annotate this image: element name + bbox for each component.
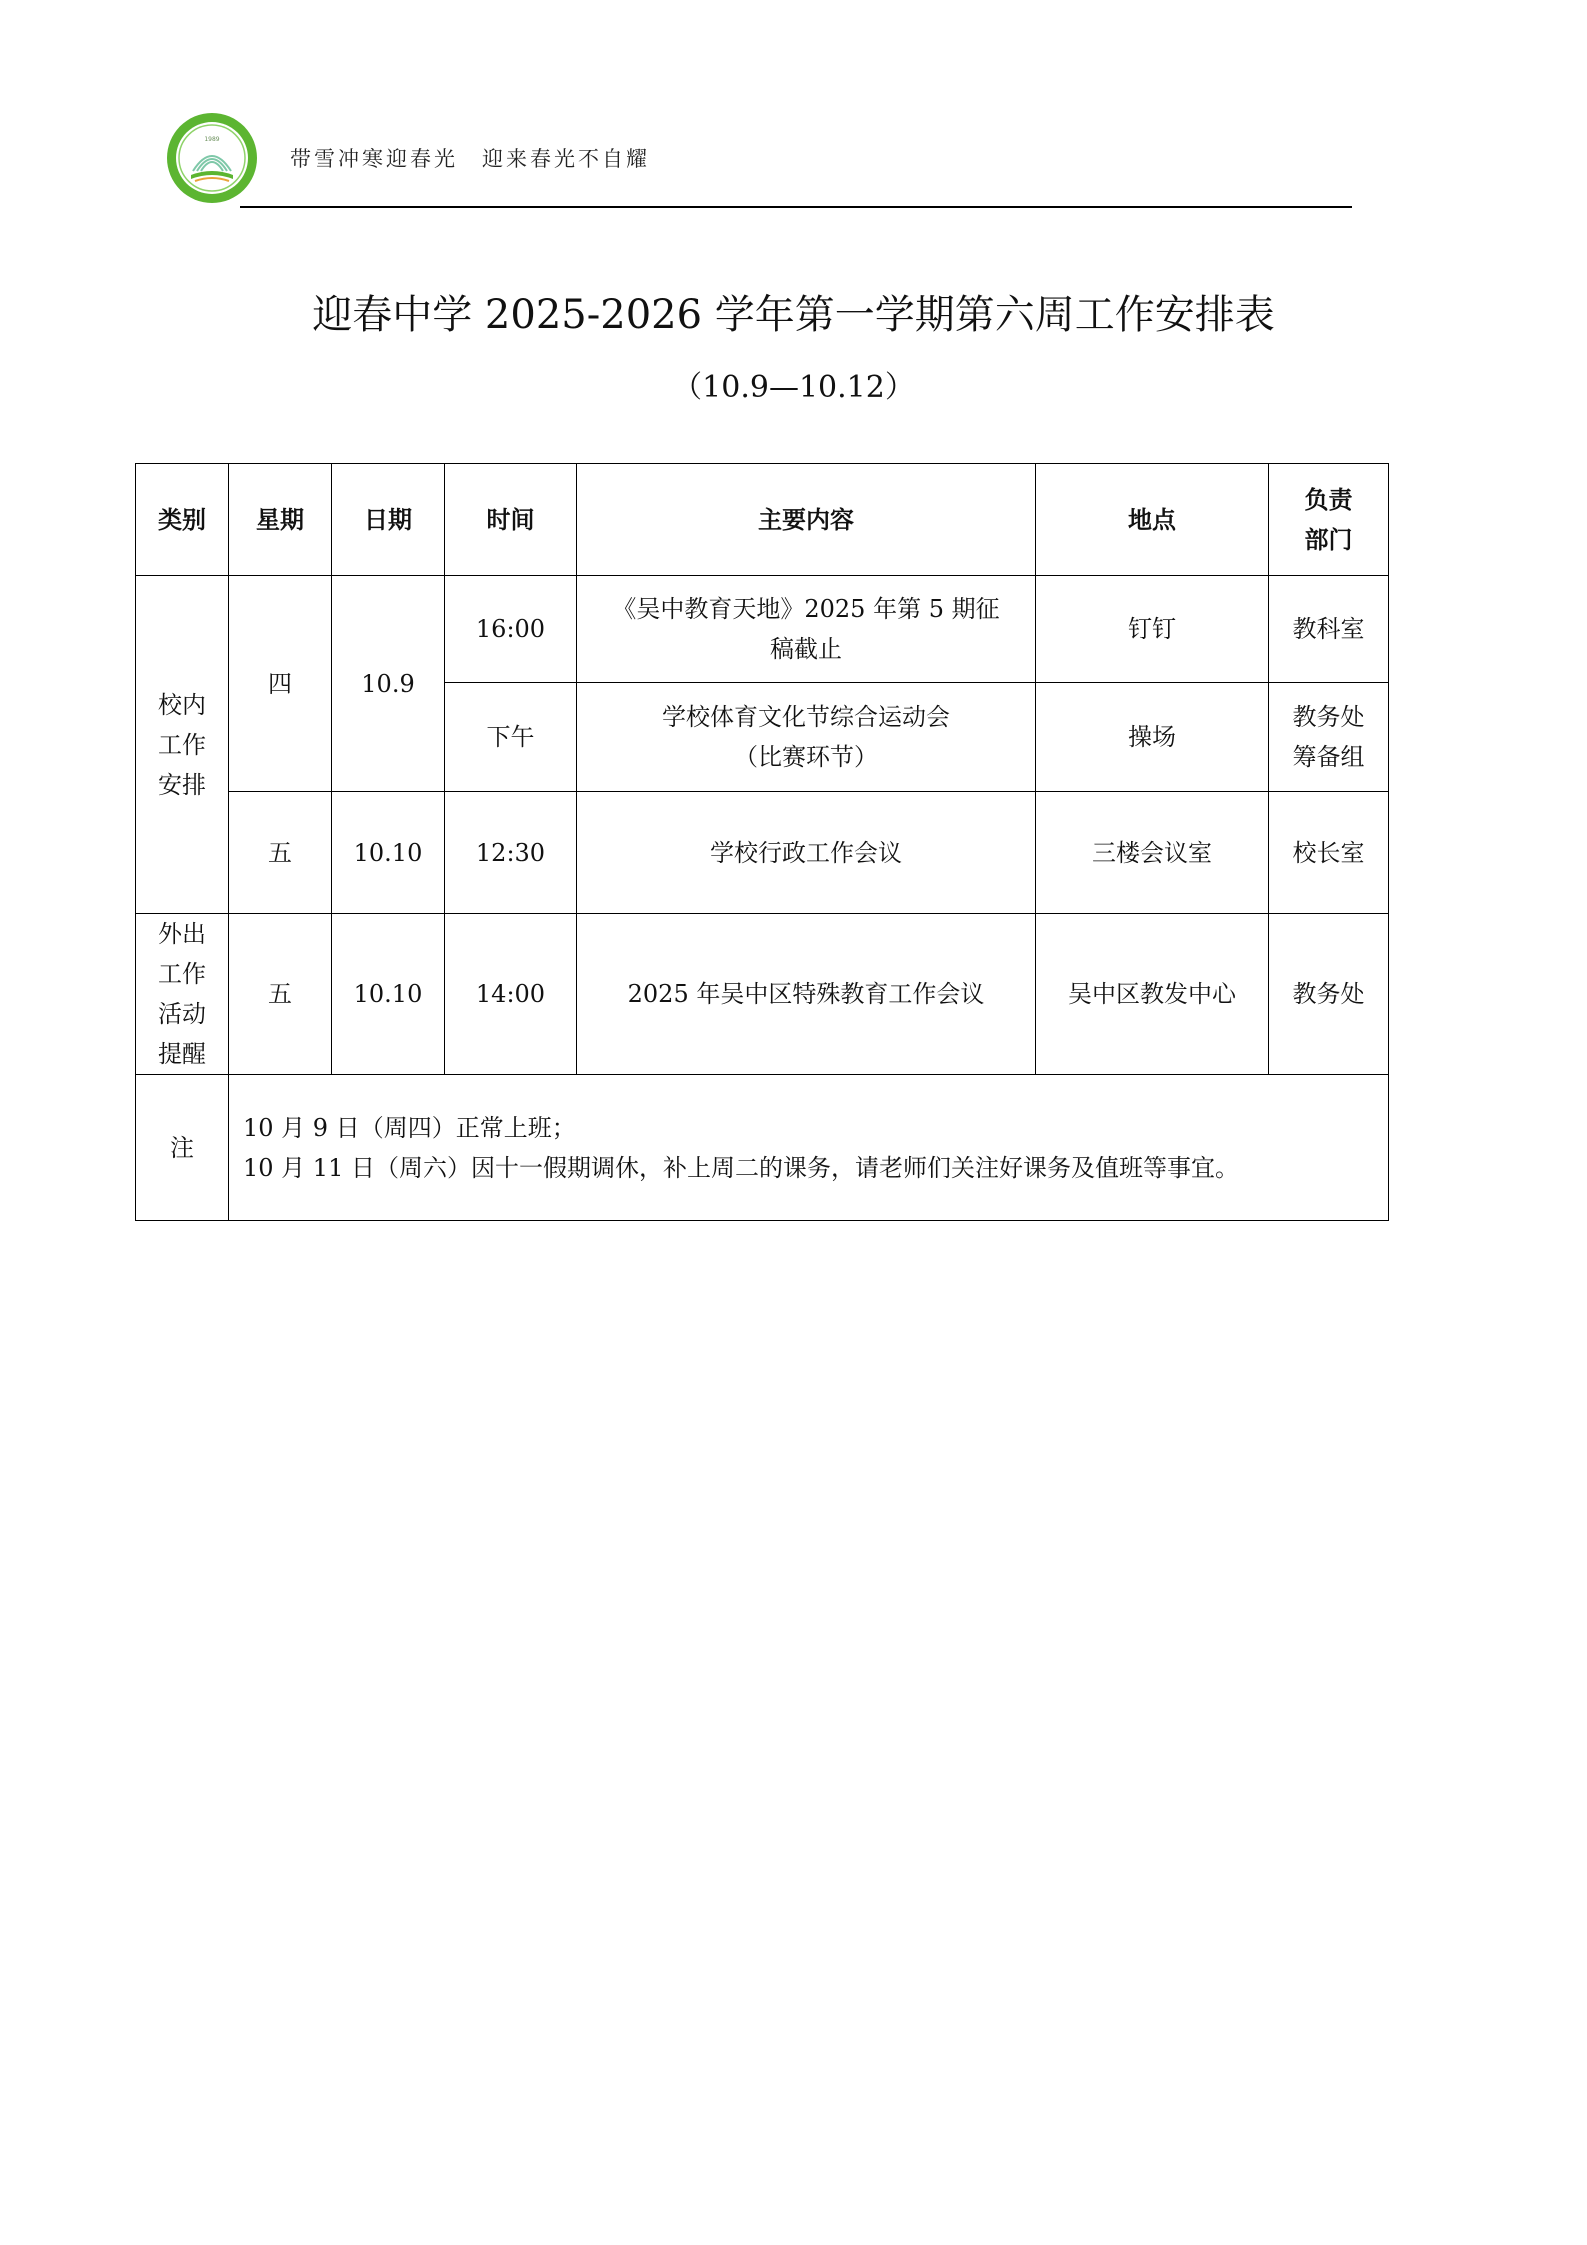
motto-part-2: 迎来春光不自耀 <box>482 147 650 171</box>
content-line: 《吴中教育天地》2025 年第 5 期征 <box>612 595 1000 623</box>
note-line: 10 月 9 日（周四）正常上班； <box>243 1113 576 1142</box>
header-dept-line2: 部门 <box>1304 524 1353 554</box>
motto-part-1: 带雪冲寒迎春光 <box>290 147 458 171</box>
content-cell: 2025 年吴中区特殊教育工作会议 <box>577 914 1036 1075</box>
category-line: 工作 <box>158 960 206 988</box>
category-line: 外出 <box>158 920 206 948</box>
time-cell: 下午 <box>445 683 577 792</box>
svg-text:1989: 1989 <box>204 136 220 143</box>
time-cell: 16:00 <box>445 576 577 683</box>
document-subtitle: （10.9—10.12） <box>672 370 915 405</box>
category-cell <box>136 914 229 1075</box>
school-logo <box>165 111 259 205</box>
document-title: 迎春中学 2025-2026 学年第一学期第六周工作安排表 <box>312 292 1275 338</box>
schedule-table <box>135 463 1389 1221</box>
category-line: 活动 <box>158 1000 206 1028</box>
category-line: 校内 <box>158 690 206 719</box>
header-motto <box>290 143 650 173</box>
weekday-cell: 五 <box>229 914 332 1075</box>
table-header-row <box>136 464 1389 576</box>
header-date: 日期 <box>332 464 445 576</box>
date-cell: 10.10 <box>332 914 445 1075</box>
category-line: 工作 <box>158 730 206 759</box>
time-cell: 14:00 <box>445 914 577 1075</box>
header-weekday: 星期 <box>229 464 332 576</box>
dept-line: 教务处 <box>1292 703 1365 731</box>
content-cell: 学校行政工作会议 <box>577 792 1036 914</box>
weekday-cell: 五 <box>229 792 332 914</box>
header-department <box>1269 464 1389 576</box>
header-time: 时间 <box>445 464 577 576</box>
department-cell: 校长室 <box>1269 792 1389 914</box>
date-cell: 10.10 <box>332 792 445 914</box>
location-cell: 钉钉 <box>1036 576 1269 683</box>
category-line: 提醒 <box>158 1040 206 1068</box>
dept-line: 筹备组 <box>1292 743 1365 771</box>
location-cell: 三楼会议室 <box>1036 792 1269 914</box>
weekday-cell: 四 <box>229 576 332 792</box>
header-content: 主要内容 <box>577 464 1036 576</box>
header-category: 类别 <box>136 464 229 576</box>
header-location: 地点 <box>1036 464 1269 576</box>
table-row <box>136 576 1389 683</box>
content-cell <box>577 683 1036 792</box>
note-content <box>229 1075 1389 1221</box>
table-row <box>136 792 1389 914</box>
department-cell <box>1269 683 1389 792</box>
header-dept-line1: 负责 <box>1304 484 1353 514</box>
time-cell: 12:30 <box>445 792 577 914</box>
header-divider <box>240 206 1352 208</box>
content-line: 稿截止 <box>770 635 842 663</box>
department-cell: 教科室 <box>1269 576 1389 683</box>
table-row <box>136 914 1389 1075</box>
note-label: 注 <box>136 1075 229 1221</box>
location-cell: 吴中区教发中心 <box>1036 914 1269 1075</box>
note-line: 10 月 11 日（周六）因十一假期调休，补上周二的课务，请老师们关注好课务及值班等事宜。 <box>243 1153 1239 1182</box>
category-line: 安排 <box>158 770 206 799</box>
date-cell: 10.9 <box>332 576 445 792</box>
category-cell <box>136 576 229 914</box>
content-cell <box>577 576 1036 683</box>
content-line: （比赛环节） <box>734 743 878 771</box>
department-cell: 教务处 <box>1269 914 1389 1075</box>
content-line: 学校体育文化节综合运动会 <box>662 703 950 731</box>
note-row <box>136 1075 1389 1221</box>
location-cell: 操场 <box>1036 683 1269 792</box>
